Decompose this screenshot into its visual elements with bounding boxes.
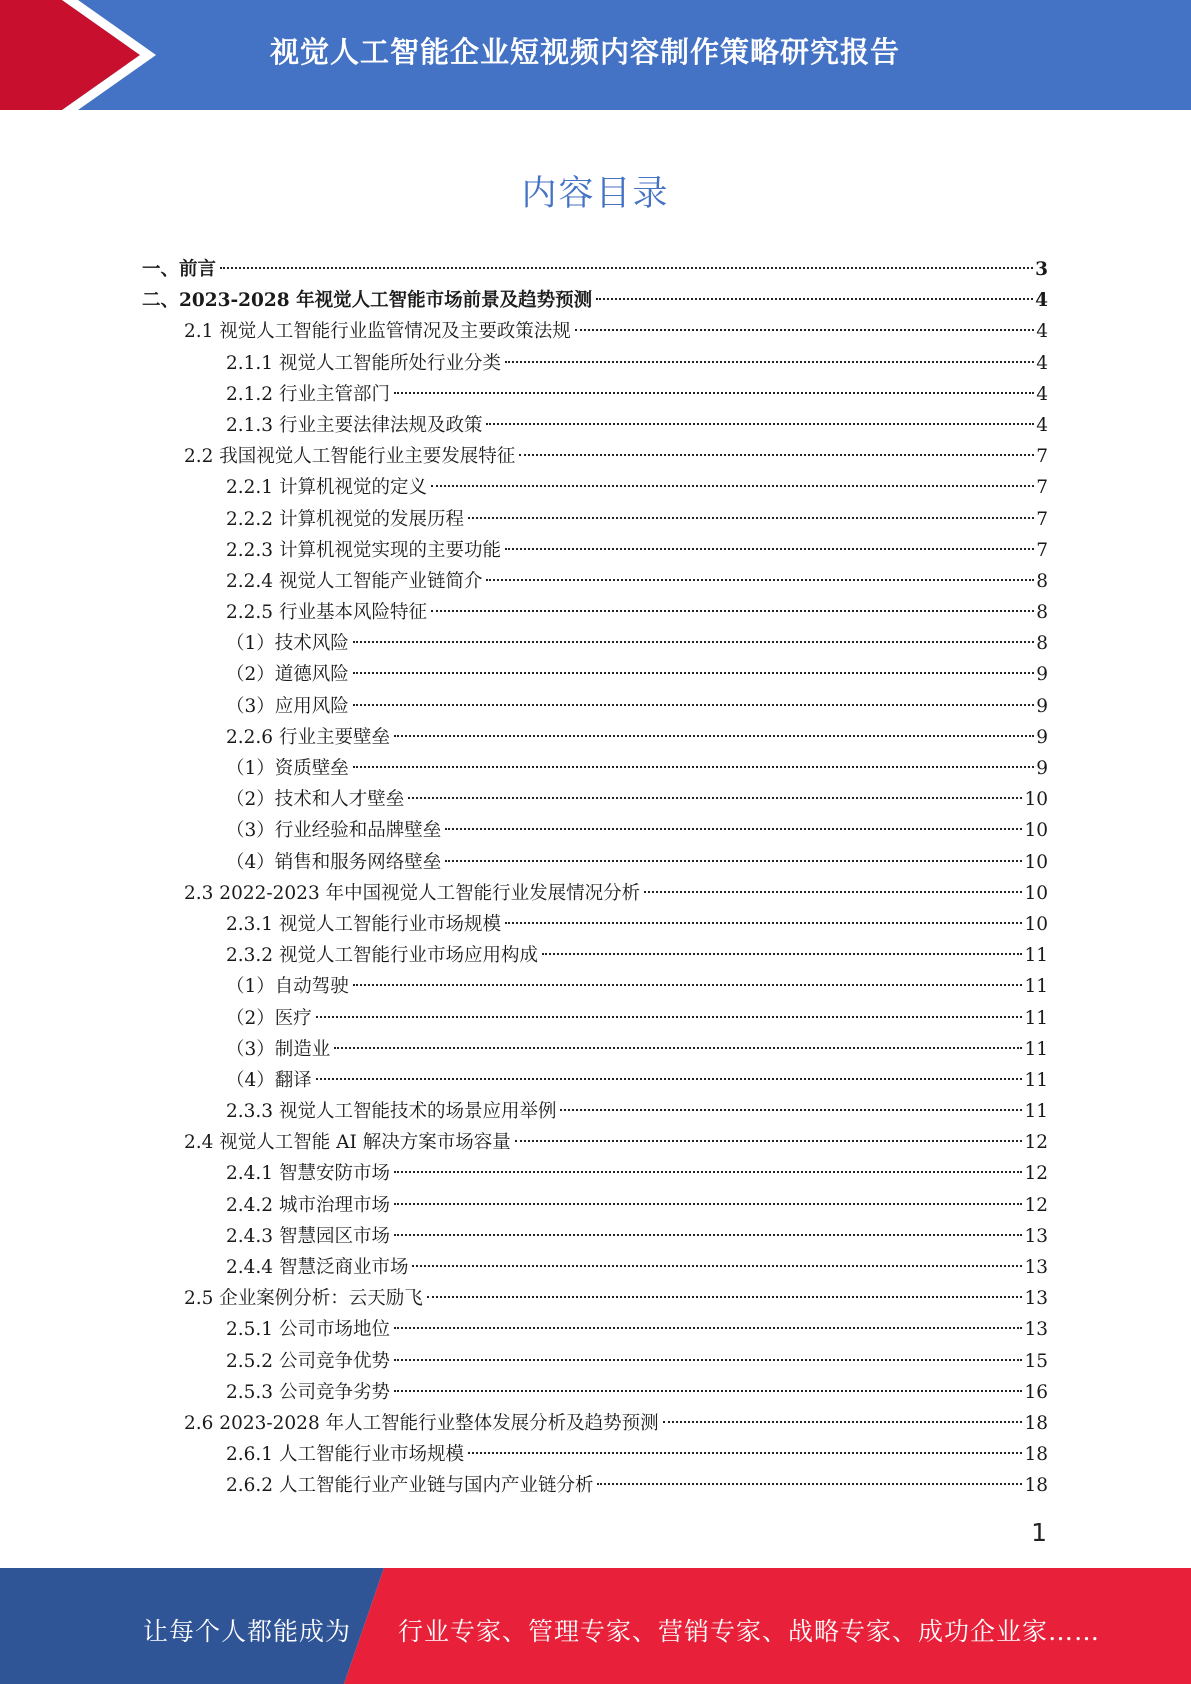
toc-entry-label: 2.6.2 人工智能行业产业链与国内产业链分析 bbox=[226, 1475, 594, 1497]
toc-entry-page: 4 bbox=[1036, 352, 1048, 374]
toc-dot-leader bbox=[519, 453, 1034, 456]
toc-entry[interactable] bbox=[142, 1314, 1048, 1345]
toc-entry-label: 2.5 企业案例分析：云天励飞 bbox=[184, 1288, 423, 1310]
toc-entry-page: 4 bbox=[1035, 290, 1048, 312]
toc-entry[interactable] bbox=[142, 379, 1048, 410]
toc-dot-leader bbox=[644, 890, 1022, 893]
toc-entry[interactable] bbox=[142, 971, 1048, 1002]
toc-entry-label: 2.3.1 视觉人工智能行业市场规模 bbox=[226, 913, 501, 935]
toc-entry-label: 2.2.3 计算机视觉实现的主要功能 bbox=[226, 539, 501, 561]
toc-entry[interactable] bbox=[142, 1096, 1048, 1127]
toc-entry-label: 二、2023-2028 年视觉人工智能市场前景及趋势预测 bbox=[142, 290, 593, 312]
toc-entry[interactable] bbox=[142, 1377, 1048, 1408]
toc-entry-label: 2.3.2 视觉人工智能行业市场应用构成 bbox=[226, 945, 538, 967]
toc-entry-label: 2.2.2 计算机视觉的发展历程 bbox=[226, 508, 464, 530]
toc-dot-leader bbox=[408, 796, 1022, 799]
toc-entry-label: （3）应用风险 bbox=[226, 695, 349, 717]
toc-entry[interactable] bbox=[142, 1127, 1048, 1158]
toc-entry-label: （1）资质壁垒 bbox=[226, 758, 349, 779]
toc-entry-page: 13 bbox=[1024, 1257, 1048, 1278]
toc-entry[interactable] bbox=[142, 566, 1048, 597]
table-of-contents bbox=[142, 254, 1048, 1502]
toc-entry-page: 10 bbox=[1024, 851, 1048, 873]
toc-entry[interactable] bbox=[142, 940, 1048, 971]
toc-dot-leader bbox=[394, 391, 1034, 394]
toc-entry-label: 2.5.1 公司市场地位 bbox=[226, 1319, 390, 1341]
toc-entry-page: 16 bbox=[1024, 1381, 1048, 1403]
toc-entry-label: （4）翻译 bbox=[226, 1069, 312, 1091]
toc-entry[interactable] bbox=[142, 1346, 1048, 1377]
toc-dot-leader bbox=[445, 827, 1022, 830]
toc-dot-leader bbox=[515, 1139, 1023, 1142]
toc-entry[interactable] bbox=[142, 1408, 1048, 1439]
toc-entry-label: 2.3.3 视觉人工智能技术的场景应用举例 bbox=[226, 1101, 557, 1123]
toc-dot-leader bbox=[394, 1326, 1022, 1329]
toc-entry-label: 2.4 视觉人工智能 AI 解决方案市场容量 bbox=[184, 1132, 511, 1154]
toc-dot-leader bbox=[427, 1295, 1023, 1298]
toc-entry-page: 11 bbox=[1024, 1038, 1048, 1060]
toc-entry-label: 2.2.1 计算机视觉的定义 bbox=[226, 477, 427, 499]
toc-entry-page: 10 bbox=[1024, 882, 1048, 904]
toc-entry-label: （3）制造业 bbox=[226, 1038, 331, 1060]
toc-dot-leader bbox=[596, 297, 1033, 300]
toc-entry[interactable] bbox=[142, 753, 1048, 784]
toc-entry[interactable] bbox=[142, 504, 1048, 535]
toc-entry-label: 2.5.3 公司竞争劣势 bbox=[226, 1381, 390, 1403]
toc-entry[interactable] bbox=[142, 878, 1048, 909]
toc-entry-label: 2.2.5 行业基本风险特征 bbox=[226, 602, 427, 624]
toc-entry-page: 12 bbox=[1024, 1132, 1048, 1154]
toc-entry-page: 12 bbox=[1024, 1194, 1048, 1216]
toc-entry[interactable] bbox=[142, 1065, 1048, 1096]
toc-entry-page: 9 bbox=[1036, 664, 1048, 686]
toc-entry[interactable] bbox=[142, 1221, 1048, 1252]
toc-entry-page: 13 bbox=[1024, 1319, 1048, 1341]
toc-title: 内容目录 bbox=[521, 174, 670, 214]
toc-entry[interactable] bbox=[142, 316, 1048, 347]
toc-entry-label: 2.2.6 行业主要壁垒 bbox=[226, 726, 390, 748]
toc-entry[interactable] bbox=[142, 1034, 1048, 1065]
toc-entry[interactable] bbox=[142, 815, 1048, 846]
toc-entry[interactable] bbox=[142, 1252, 1048, 1283]
toc-entry-page: 7 bbox=[1036, 539, 1048, 561]
toc-entry[interactable] bbox=[142, 847, 1048, 878]
toc-entry-page: 9 bbox=[1036, 695, 1048, 717]
toc-entry-label: （1）技术风险 bbox=[226, 633, 349, 655]
toc-entry-page: 11 bbox=[1024, 1069, 1048, 1091]
toc-entry[interactable] bbox=[142, 597, 1048, 628]
report-title: 视觉人工智能企业短视频内容制作策略研究报告 bbox=[270, 35, 901, 69]
toc-dot-leader bbox=[353, 765, 1034, 768]
toc-entry-label: （2）技术和人才壁垒 bbox=[226, 789, 405, 811]
toc-entry-label: 2.2.4 视觉人工智能产业链简介 bbox=[226, 570, 483, 592]
toc-entry-page: 8 bbox=[1036, 633, 1048, 655]
toc-dot-leader bbox=[445, 859, 1022, 862]
toc-dot-leader bbox=[353, 983, 1023, 986]
toc-entry-page: 7 bbox=[1036, 446, 1048, 468]
toc-entry[interactable] bbox=[142, 1003, 1048, 1034]
toc-entry[interactable] bbox=[142, 1190, 1048, 1221]
toc-entry-page: 8 bbox=[1036, 570, 1048, 592]
toc-entry-page: 15 bbox=[1024, 1350, 1048, 1372]
toc-entry-page: 11 bbox=[1024, 1101, 1048, 1123]
toc-entry-page: 13 bbox=[1024, 1225, 1048, 1247]
toc-dot-leader bbox=[505, 547, 1034, 550]
toc-entry-label: 2.6 2023-2028 年人工智能行业整体发展分析及趋势预测 bbox=[184, 1412, 659, 1434]
toc-entry-label: 2.4.3 智慧园区市场 bbox=[226, 1225, 390, 1247]
toc-entry-label: 2.1.1 视觉人工智能所处行业分类 bbox=[226, 352, 501, 374]
toc-entry-page: 7 bbox=[1036, 477, 1048, 499]
toc-dot-leader bbox=[663, 1420, 1023, 1423]
toc-dot-leader bbox=[468, 516, 1034, 519]
toc-dot-leader bbox=[334, 1046, 1022, 1049]
header-banner bbox=[0, 0, 1191, 110]
toc-dot-leader bbox=[316, 1015, 1023, 1018]
toc-dot-leader bbox=[505, 360, 1034, 363]
toc-entry-page: 10 bbox=[1024, 789, 1048, 811]
toc-dot-leader bbox=[431, 484, 1034, 487]
toc-dot-leader bbox=[431, 609, 1034, 612]
toc-entry-page: 11 bbox=[1024, 976, 1048, 998]
toc-entry-label: 2.6.1 人工智能行业市场规模 bbox=[226, 1444, 464, 1466]
toc-entry[interactable] bbox=[142, 1439, 1048, 1470]
toc-entry-page: 11 bbox=[1024, 1007, 1048, 1029]
toc-entry[interactable] bbox=[142, 722, 1048, 753]
page-number: 1 bbox=[1031, 1518, 1047, 1547]
toc-entry[interactable] bbox=[142, 909, 1048, 940]
toc-entry[interactable] bbox=[142, 410, 1048, 441]
toc-entry-page: 4 bbox=[1036, 383, 1048, 405]
toc-entry[interactable] bbox=[142, 659, 1048, 690]
toc-entry[interactable] bbox=[142, 1470, 1048, 1501]
toc-entry-page: 18 bbox=[1024, 1412, 1048, 1434]
toc-entry-label: 2.5.2 公司竞争优势 bbox=[226, 1350, 390, 1372]
toc-entry-page: 11 bbox=[1024, 945, 1048, 967]
toc-entry-label: （4）销售和服务网络壁垒 bbox=[226, 851, 442, 873]
toc-entry-page: 13 bbox=[1024, 1288, 1048, 1310]
toc-entry[interactable] bbox=[142, 348, 1048, 379]
toc-entry[interactable] bbox=[142, 472, 1048, 503]
toc-entry-label: 2.4.4 智慧泛商业市场 bbox=[226, 1257, 409, 1278]
toc-entry-label: 2.1.2 行业主管部门 bbox=[226, 383, 390, 405]
toc-entry-label: （2）医疗 bbox=[226, 1007, 312, 1029]
toc-entry-label: （3）行业经验和品牌壁垒 bbox=[226, 820, 442, 842]
toc-entry-page: 9 bbox=[1036, 758, 1048, 779]
toc-entry-label: 2.4.2 城市治理市场 bbox=[226, 1194, 390, 1216]
toc-dot-leader bbox=[412, 1264, 1022, 1267]
toc-entry-page: 12 bbox=[1024, 1163, 1048, 1185]
toc-dot-leader bbox=[316, 1077, 1023, 1080]
footer-slogan-right: 行业专家、管理专家、营销专家、战略专家、成功企业家…… bbox=[398, 1617, 1101, 1646]
toc-entry[interactable] bbox=[142, 254, 1048, 285]
toc-entry-page: 10 bbox=[1024, 913, 1048, 935]
toc-dot-leader bbox=[560, 1108, 1022, 1111]
toc-entry-page: 4 bbox=[1036, 414, 1048, 436]
toc-entry[interactable] bbox=[142, 285, 1048, 316]
toc-entry[interactable] bbox=[142, 691, 1048, 722]
toc-entry[interactable] bbox=[142, 1283, 1048, 1314]
footer-banner bbox=[0, 1568, 1191, 1684]
toc-dot-leader bbox=[542, 952, 1022, 955]
toc-entry[interactable] bbox=[142, 1158, 1048, 1189]
toc-dot-leader bbox=[394, 1170, 1022, 1173]
toc-dot-leader bbox=[394, 1358, 1022, 1361]
toc-entry-label: 2.2 我国视觉人工智能行业主要发展特征 bbox=[184, 446, 516, 468]
toc-dot-leader bbox=[353, 671, 1034, 674]
toc-entry[interactable] bbox=[142, 784, 1048, 815]
toc-dot-leader bbox=[394, 1233, 1022, 1236]
toc-entry-page: 8 bbox=[1036, 602, 1048, 624]
toc-dot-leader bbox=[468, 1451, 1022, 1454]
toc-dot-leader bbox=[505, 921, 1022, 924]
toc-dot-leader bbox=[486, 422, 1034, 425]
toc-entry-label: 一、前言 bbox=[142, 259, 217, 280]
toc-dot-leader bbox=[353, 703, 1034, 706]
toc-entry-label: （2）道德风险 bbox=[226, 664, 349, 686]
toc-entry-label: 2.1 视觉人工智能行业监管情况及主要政策法规 bbox=[184, 321, 571, 343]
footer-slogan-left: 让每个人都能成为 bbox=[143, 1617, 352, 1646]
toc-entry-page: 18 bbox=[1024, 1444, 1048, 1466]
toc-entry-label: 2.3 2022-2023 年中国视觉人工智能行业发展情况分析 bbox=[184, 882, 641, 904]
toc-dot-leader bbox=[597, 1482, 1022, 1485]
toc-entry[interactable] bbox=[142, 628, 1048, 659]
toc-dot-leader bbox=[353, 640, 1034, 643]
toc-dot-leader bbox=[220, 266, 1033, 269]
toc-entry-page: 7 bbox=[1036, 508, 1048, 530]
toc-dot-leader bbox=[394, 1389, 1022, 1392]
toc-entry-page: 10 bbox=[1024, 820, 1048, 842]
toc-entry-label: 2.1.3 行业主要法律法规及政策 bbox=[226, 414, 483, 436]
toc-entry[interactable] bbox=[142, 535, 1048, 566]
toc-entry[interactable] bbox=[142, 441, 1048, 472]
toc-entry-page: 18 bbox=[1024, 1475, 1048, 1497]
toc-entry-label: 2.4.1 智慧安防市场 bbox=[226, 1163, 390, 1185]
toc-entry-label: （1）自动驾驶 bbox=[226, 976, 349, 998]
toc-dot-leader bbox=[394, 1202, 1022, 1205]
toc-entry-page: 9 bbox=[1036, 726, 1048, 748]
toc-entry-page: 4 bbox=[1036, 321, 1048, 343]
toc-dot-leader bbox=[575, 328, 1034, 331]
toc-dot-leader bbox=[394, 734, 1034, 737]
toc-entry-page: 3 bbox=[1035, 259, 1048, 280]
toc-dot-leader bbox=[486, 578, 1034, 581]
